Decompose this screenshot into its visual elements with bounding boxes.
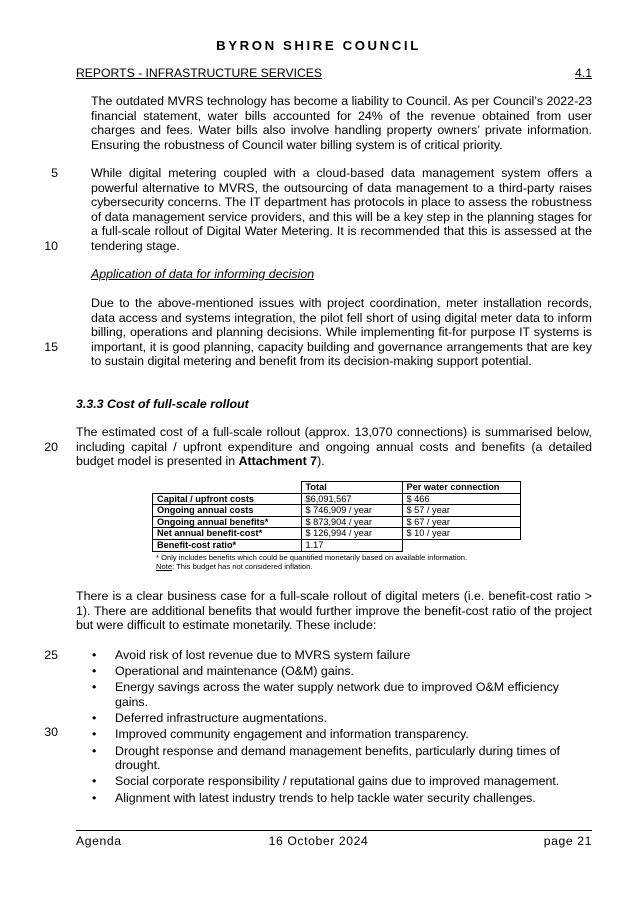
list-item-text: Drought response and demand management benefits, particularly during times of drought. xyxy=(115,743,560,773)
estimated-cost-end: ). xyxy=(317,454,325,469)
paragraph-mvrs-liability: The outdated MVRS technology has become a liability to Council. As per Council’s 2022-23 financial statement, water bills accounted for 24% of the revenue obtained from user charges and fees. Water bills also involve handling property owners’ private information. Ensuring the robustness of Council water billing system is of critical priority. xyxy=(91,94,592,152)
report-section-heading: REPORTS - INFRASTRUCTURE SERVICES xyxy=(76,66,323,80)
list-item-text: Deferred infrastructure augmentations. xyxy=(115,711,328,726)
table-row xyxy=(153,528,521,540)
note-label: Note xyxy=(156,562,173,571)
bullet-icon: • xyxy=(92,774,97,789)
row-total: $ 126,994 / year xyxy=(301,528,402,540)
list-item xyxy=(76,791,592,806)
bullet-icon: • xyxy=(92,743,97,758)
line-number-20: 20 xyxy=(44,440,58,454)
row-per-connection: $ 466 xyxy=(402,493,520,505)
subheading-application-of-data: Application of data for informing decision xyxy=(91,267,315,281)
bullet-icon: • xyxy=(92,648,97,662)
list-item-text: Improved community engagement and information transparency. xyxy=(115,727,469,742)
footer-agenda: Agenda xyxy=(76,834,122,848)
line-number-15: 15 xyxy=(44,340,58,354)
line-number-25: 25 xyxy=(44,648,58,662)
benefits-list xyxy=(76,648,592,807)
paragraph-data-use: Due to the above-mentioned issues with project coordination, meter installation records, data access and systems integration, the pilot fell short of using digital meter data to inform billing, operations and planning decisions. While implementing fit-for purpose IT systems is important, it is good planning, capacity building and governance arrangements that are key to sustain digital metering and benefit from its decision-making support potential. xyxy=(91,296,592,369)
row-total: 1.17 xyxy=(301,539,402,551)
bullet-icon: • xyxy=(92,790,97,805)
estimated-cost-text: The estimated cost of a full-scale rollout (approx. 13,070 connections) is summarised below, including capital / upfront expenditure and ongoing annual costs and benefits (a detailed budget model is presented in xyxy=(76,425,592,469)
row-label: Capital / upfront costs xyxy=(153,493,302,505)
list-item-text: Alignment with latest industry trends to help tackle water security challenges. xyxy=(115,790,536,805)
list-item-text: Avoid risk of lost revenue due to MVRS system failure xyxy=(115,648,411,662)
table-header-per-connection: Per water connection xyxy=(402,482,520,494)
footer-divider xyxy=(76,830,592,831)
footer-date: 16 October 2024 xyxy=(268,834,369,848)
row-label: Ongoing annual costs xyxy=(153,505,302,517)
list-item xyxy=(76,711,592,726)
footer-page-number: page 21 xyxy=(543,834,592,848)
table-row-ratio xyxy=(153,539,521,551)
list-item xyxy=(76,774,592,789)
list-item-text: Operational and maintenance (O&M) gains. xyxy=(115,664,354,679)
list-item xyxy=(76,648,592,663)
item-number: 4.1 xyxy=(575,66,592,80)
bullet-icon: • xyxy=(92,664,97,679)
row-per-connection: $ 57 / year xyxy=(402,505,520,517)
list-item-text: Energy savings across the water supply network due to improved O&M efficiency gains. xyxy=(115,680,559,709)
bullet-icon: • xyxy=(92,680,97,695)
table-note xyxy=(156,562,312,571)
council-name: BYRON SHIRE COUNCIL xyxy=(216,38,421,53)
row-per-connection: $ 67 / year xyxy=(402,516,520,528)
paragraph-estimated-cost xyxy=(76,425,592,469)
line-number-5: 5 xyxy=(51,166,58,180)
row-total: $ 746,909 / year xyxy=(301,505,402,517)
cost-summary-table xyxy=(152,481,521,552)
table-row xyxy=(153,505,521,517)
attachment-reference: Attachment 7 xyxy=(238,454,318,469)
table-footnote: * Only includes benefits which could be quantified monetarily based on available information. xyxy=(156,553,468,562)
row-per-connection: $ 10 / year xyxy=(402,528,520,540)
row-total: $6,091,567 xyxy=(301,493,402,505)
line-number-30: 30 xyxy=(44,725,58,739)
row-label: Benefit-cost ratio* xyxy=(153,539,302,551)
table-header-blank xyxy=(153,482,302,494)
list-item xyxy=(76,744,592,773)
table-row xyxy=(153,493,521,505)
row-empty-cell xyxy=(402,539,520,551)
bullet-icon: • xyxy=(92,711,97,726)
note-text: : This budget has not considered inflation. xyxy=(172,562,313,571)
list-item xyxy=(76,664,592,679)
table-header-total: Total xyxy=(301,482,402,494)
section-heading-cost: 3.3.3 Cost of full-scale rollout xyxy=(76,397,249,411)
paragraph-business-case: There is a clear business case for a full-scale rollout of digital meters (i.e. benefit-cost ratio > 1). There are additional benefits that would further improve the benefit-cost ratio of the project but were difficult to estimate monetarily. These include: xyxy=(76,589,592,633)
list-item xyxy=(76,727,592,742)
row-total: $ 873,904 / year xyxy=(301,516,402,528)
table-header-row xyxy=(153,482,521,494)
row-label: Net annual benefit-cost* xyxy=(153,528,302,540)
table-row xyxy=(153,516,521,528)
list-item xyxy=(76,680,592,709)
paragraph-cybersecurity: While digital metering coupled with a cloud-based data management system offers a powerful alternative to MVRS, the outsourcing of data management to a third-party raises cybersecurity concerns. The IT department has protocols in place to assess the robustness of data management service providers, and this will be a key step in the planning stages for a full-scale rollout of Digital Water Metering. It is recommended that this is assessed at the tendering stage. xyxy=(91,166,592,253)
line-number-10: 10 xyxy=(44,239,58,253)
bullet-icon: • xyxy=(92,727,97,742)
list-item-text: Social corporate responsibility / reputational gains due to improved management. xyxy=(115,774,560,789)
row-label: Ongoing annual benefits* xyxy=(153,516,302,528)
